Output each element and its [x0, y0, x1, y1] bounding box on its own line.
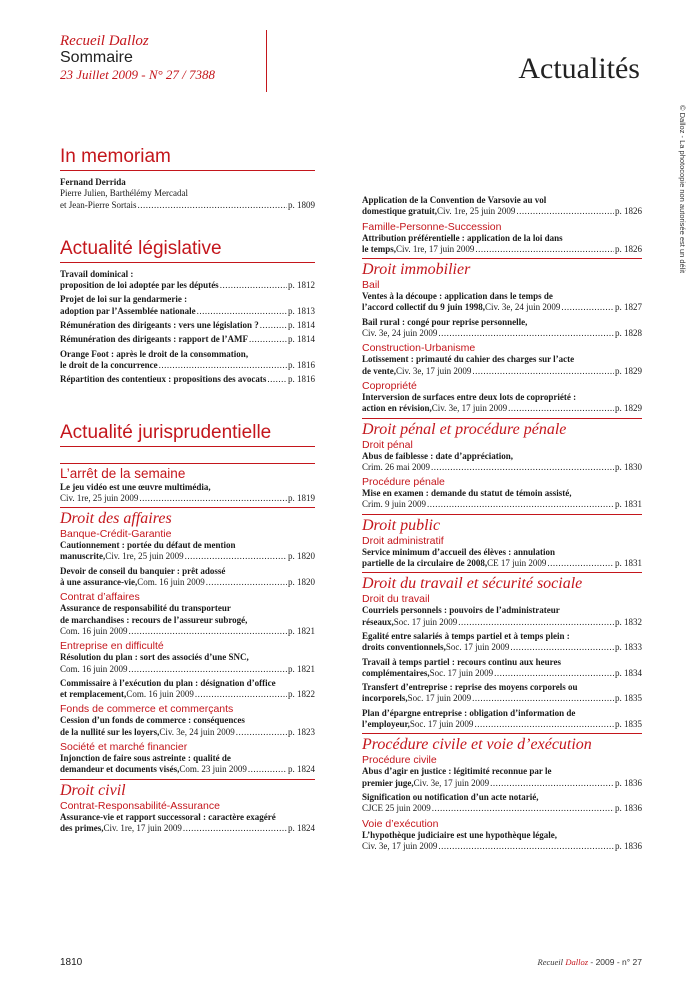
- toc-entry[interactable]: Ventes à la découpe : application dans le temps de l’accord collectif du 9 juin 1998, Civ. 3e, 24 juin 2009 ..... p. 1827: [362, 291, 642, 314]
- toc-entry[interactable]: Service minimum d’accueil des élèves : annulation partielle de la circulaire de 2008, CE 17 juin 2009 ..... p. 1831: [362, 547, 642, 570]
- toc-entry[interactable]: Interversion de surfaces entre deux lots de copropriété : action en révision, Civ. 3e, 17 juin 2009 ..... p. 1829: [362, 392, 642, 415]
- toc-entry[interactable]: Le jeu vidéo est une œuvre multimédia, Civ. 1re, 25 juin 2009 ..... p. 1819: [60, 482, 315, 505]
- page-title: Actualités: [518, 52, 640, 85]
- toc-entry[interactable]: Transfert d’entreprise : reprise des moyens corporels ou incorporels, Soc. 17 juin 2009 ..... p. 1835: [362, 682, 642, 705]
- toc-entry[interactable]: Commissaire à l’exécution du plan : désignation d’office et remplacement, Com. 16 juin 2009 ..... p. 1822: [60, 678, 315, 701]
- footer-journal: Recueil Dalloz - 2009 - n° 27: [537, 957, 642, 967]
- toc-entry[interactable]: Travail à temps partiel : recours continu aux heures complémentaires, Soc. 17 juin 2009 ..... p. 1834: [362, 657, 642, 680]
- section-droit-public: Droit public: [362, 516, 441, 534]
- subsection-voie-execution: Voie d’exécution: [362, 817, 439, 830]
- subsection-contrat-resp: Contrat-Responsabilité-Assurance: [60, 799, 220, 812]
- subsection-procedure-penale: Procédure pénale: [362, 476, 445, 489]
- subsection-contrat: Contrat d’affaires: [60, 591, 140, 604]
- toc-entry[interactable]: L’hypothèque judiciaire est une hypothèque légale, Civ. 3e, 17 juin 2009 ..... p. 1836: [362, 830, 642, 853]
- toc-entry[interactable]: Attribution préférentielle : application de la loi dans le temps, Civ. 1re, 17 juin 2009 ..... p. 1826: [362, 233, 642, 256]
- section-title-legislative: Actualité législative: [60, 238, 315, 263]
- toc-entry[interactable]: Rémunération des dirigeants : rapport de l’AMF ..... p. 1814: [60, 334, 315, 345]
- arret-semaine-title: L’arrêt de la semaine: [60, 463, 315, 482]
- subsection-procedure-civile: Procédure civile: [362, 754, 437, 767]
- page-number: 1810: [60, 957, 83, 968]
- subsection-construction: Construction-Urbanisme: [362, 342, 476, 355]
- toc-entry[interactable]: Résolution du plan : sort des associés d’une SNC, Com. 16 juin 2009 ..... p. 1821: [60, 652, 315, 675]
- section-droit-affaires: Droit des affaires: [60, 510, 172, 528]
- toc-entry[interactable]: Signification ou notification d’un acte notarié, CJCE 25 juin 2009 ..... p. 1836: [362, 792, 642, 815]
- legislative-entries: [60, 269, 315, 386]
- section-title-jurisprudentielle: Actualité jurisprudentielle: [60, 422, 315, 447]
- toc-entry[interactable]: Devoir de conseil du banquier : prêt adossé à une assurance-vie, Com. 16 juin 2009 ..... p. 1820: [60, 566, 315, 589]
- toc-entry[interactable]: Fernand Derrida Pierre Julien, Barthélémy Mercadal et Jean-Pierre Sortais ..... p. 1809: [60, 177, 315, 211]
- toc-entry[interactable]: Abus de faiblesse : date d’appréciation, Crim. 26 mai 2009 ..... p. 1830: [362, 451, 642, 474]
- subsection-droit-penal: Droit pénal: [362, 438, 413, 451]
- header-divider: [266, 30, 267, 92]
- toc-entry[interactable]: Répartition des contentieux : propositions des avocats ..... p. 1816: [60, 374, 315, 385]
- section-title-memoriam: In memoriam: [60, 146, 315, 171]
- section-procedure-civile: Procédure civile et voie d’exécution: [362, 736, 592, 754]
- left-column: [60, 146, 315, 837]
- toc-entry[interactable]: Assurance-vie et rapport successoral : caractère exagéré des primes, Civ. 1re, 17 juin 2009 ..... p. 1824: [60, 812, 315, 835]
- toc-entry[interactable]: Application de la Convention de Varsovie au vol domestique gratuit, Civ. 1re, 25 juin 2009 ..... p. 1826: [362, 195, 642, 218]
- section-droit-civil: Droit civil: [60, 781, 126, 799]
- copyright-note: © Dalloz - La photocopie non autorisée est un délit: [678, 105, 687, 274]
- toc-entry[interactable]: Lotissement : primauté du cahier des charges sur l’acte de vente, Civ. 3e, 17 juin 2009 ..... p. 1829: [362, 354, 642, 377]
- toc-entry[interactable]: Orange Foot : après le droit de la consommation, le droit de la concurrence ..... p. 1816: [60, 349, 315, 372]
- subsection-copropriete: Copropriété: [362, 379, 417, 392]
- subsection-banque: Banque-Crédit-Garantie: [60, 528, 172, 541]
- subsection-bail: Bail: [362, 279, 380, 292]
- masthead: [60, 33, 265, 83]
- journal-name: Recueil Dalloz: [60, 33, 149, 49]
- subsection-droit-du-travail: Droit du travail: [362, 593, 430, 606]
- subsection-entreprise: Entreprise en difficulté: [60, 640, 164, 653]
- toc-entry[interactable]: Plan d’épargne entreprise : obligation d’information de l’employeur, Soc. 17 juin 2009 ..... p. 1835: [362, 708, 642, 731]
- sommaire-label: Sommaire: [60, 49, 133, 66]
- section-droit-immobilier: Droit immobilier: [362, 261, 471, 279]
- subsection-societe: Société et marché financier: [60, 741, 188, 754]
- toc-entry[interactable]: Cession d’un fonds de commerce : conséquences de la nullité sur les loyers, Civ. 3e, 24 juin 2009 ..... p. 1823: [60, 715, 315, 738]
- toc-entry[interactable]: Bail rural : congé pour reprise personnelle, Civ. 3e, 24 juin 2009 ..... p. 1828: [362, 317, 642, 340]
- section-droit-penal: Droit pénal et procédure pénale: [362, 420, 567, 438]
- toc-entry[interactable]: Courriels personnels : pouvoirs de l’administrateur réseaux, Soc. 17 juin 2009 ..... p. 1832: [362, 605, 642, 628]
- issue-info: 23 Juillet 2009 - N° 27 / 7388: [60, 67, 216, 82]
- toc-entry[interactable]: Injonction de faire sous astreinte : qualité de demandeur et documents visés, Com. 23 juin 2009 ..... p. 1824: [60, 753, 315, 776]
- subsection-fonds: Fonds de commerce et commerçants: [60, 703, 234, 716]
- toc-entry[interactable]: Assurance de responsabilité du transporteur de marchandises : recours de l’assureur subrogé, Com. 16 juin 2009 ..... p. 1821: [60, 603, 315, 637]
- section-droit-travail: Droit du travail et sécurité sociale: [362, 575, 583, 593]
- toc-entry[interactable]: Projet de loi sur la gendarmerie : adoption par l’Assemblée nationale ..... p. 1813: [60, 294, 315, 317]
- toc-entry[interactable]: Mise en examen : demande du statut de témoin assisté, Crim. 9 juin 2009 ..... p. 1831: [362, 488, 642, 511]
- toc-entry[interactable]: Egalité entre salariés à temps partiel et à temps plein : droits conventionnels, Soc. 17 juin 2009 ..... p. 1833: [362, 631, 642, 654]
- toc-entry[interactable]: Travail dominical : proposition de loi adoptée par les députés ..... p. 1812: [60, 269, 315, 292]
- toc-entry[interactable]: Abus d’agir en justice : légitimité reconnue par le premier juge, Civ. 3e, 17 juin 2009 ..... p. 1836: [362, 766, 642, 789]
- toc-entry[interactable]: Rémunération des dirigeants : vers une législation ? ..... p. 1814: [60, 320, 315, 331]
- subsection-famille: Famille-Personne-Succession: [362, 220, 502, 233]
- right-column: [362, 195, 642, 855]
- toc-entry[interactable]: Cautionnement : portée du défaut de mention manuscrite, Civ. 1re, 25 juin 2009 ..... p. 1820: [60, 540, 315, 563]
- subsection-droit-administratif: Droit administratif: [362, 534, 444, 547]
